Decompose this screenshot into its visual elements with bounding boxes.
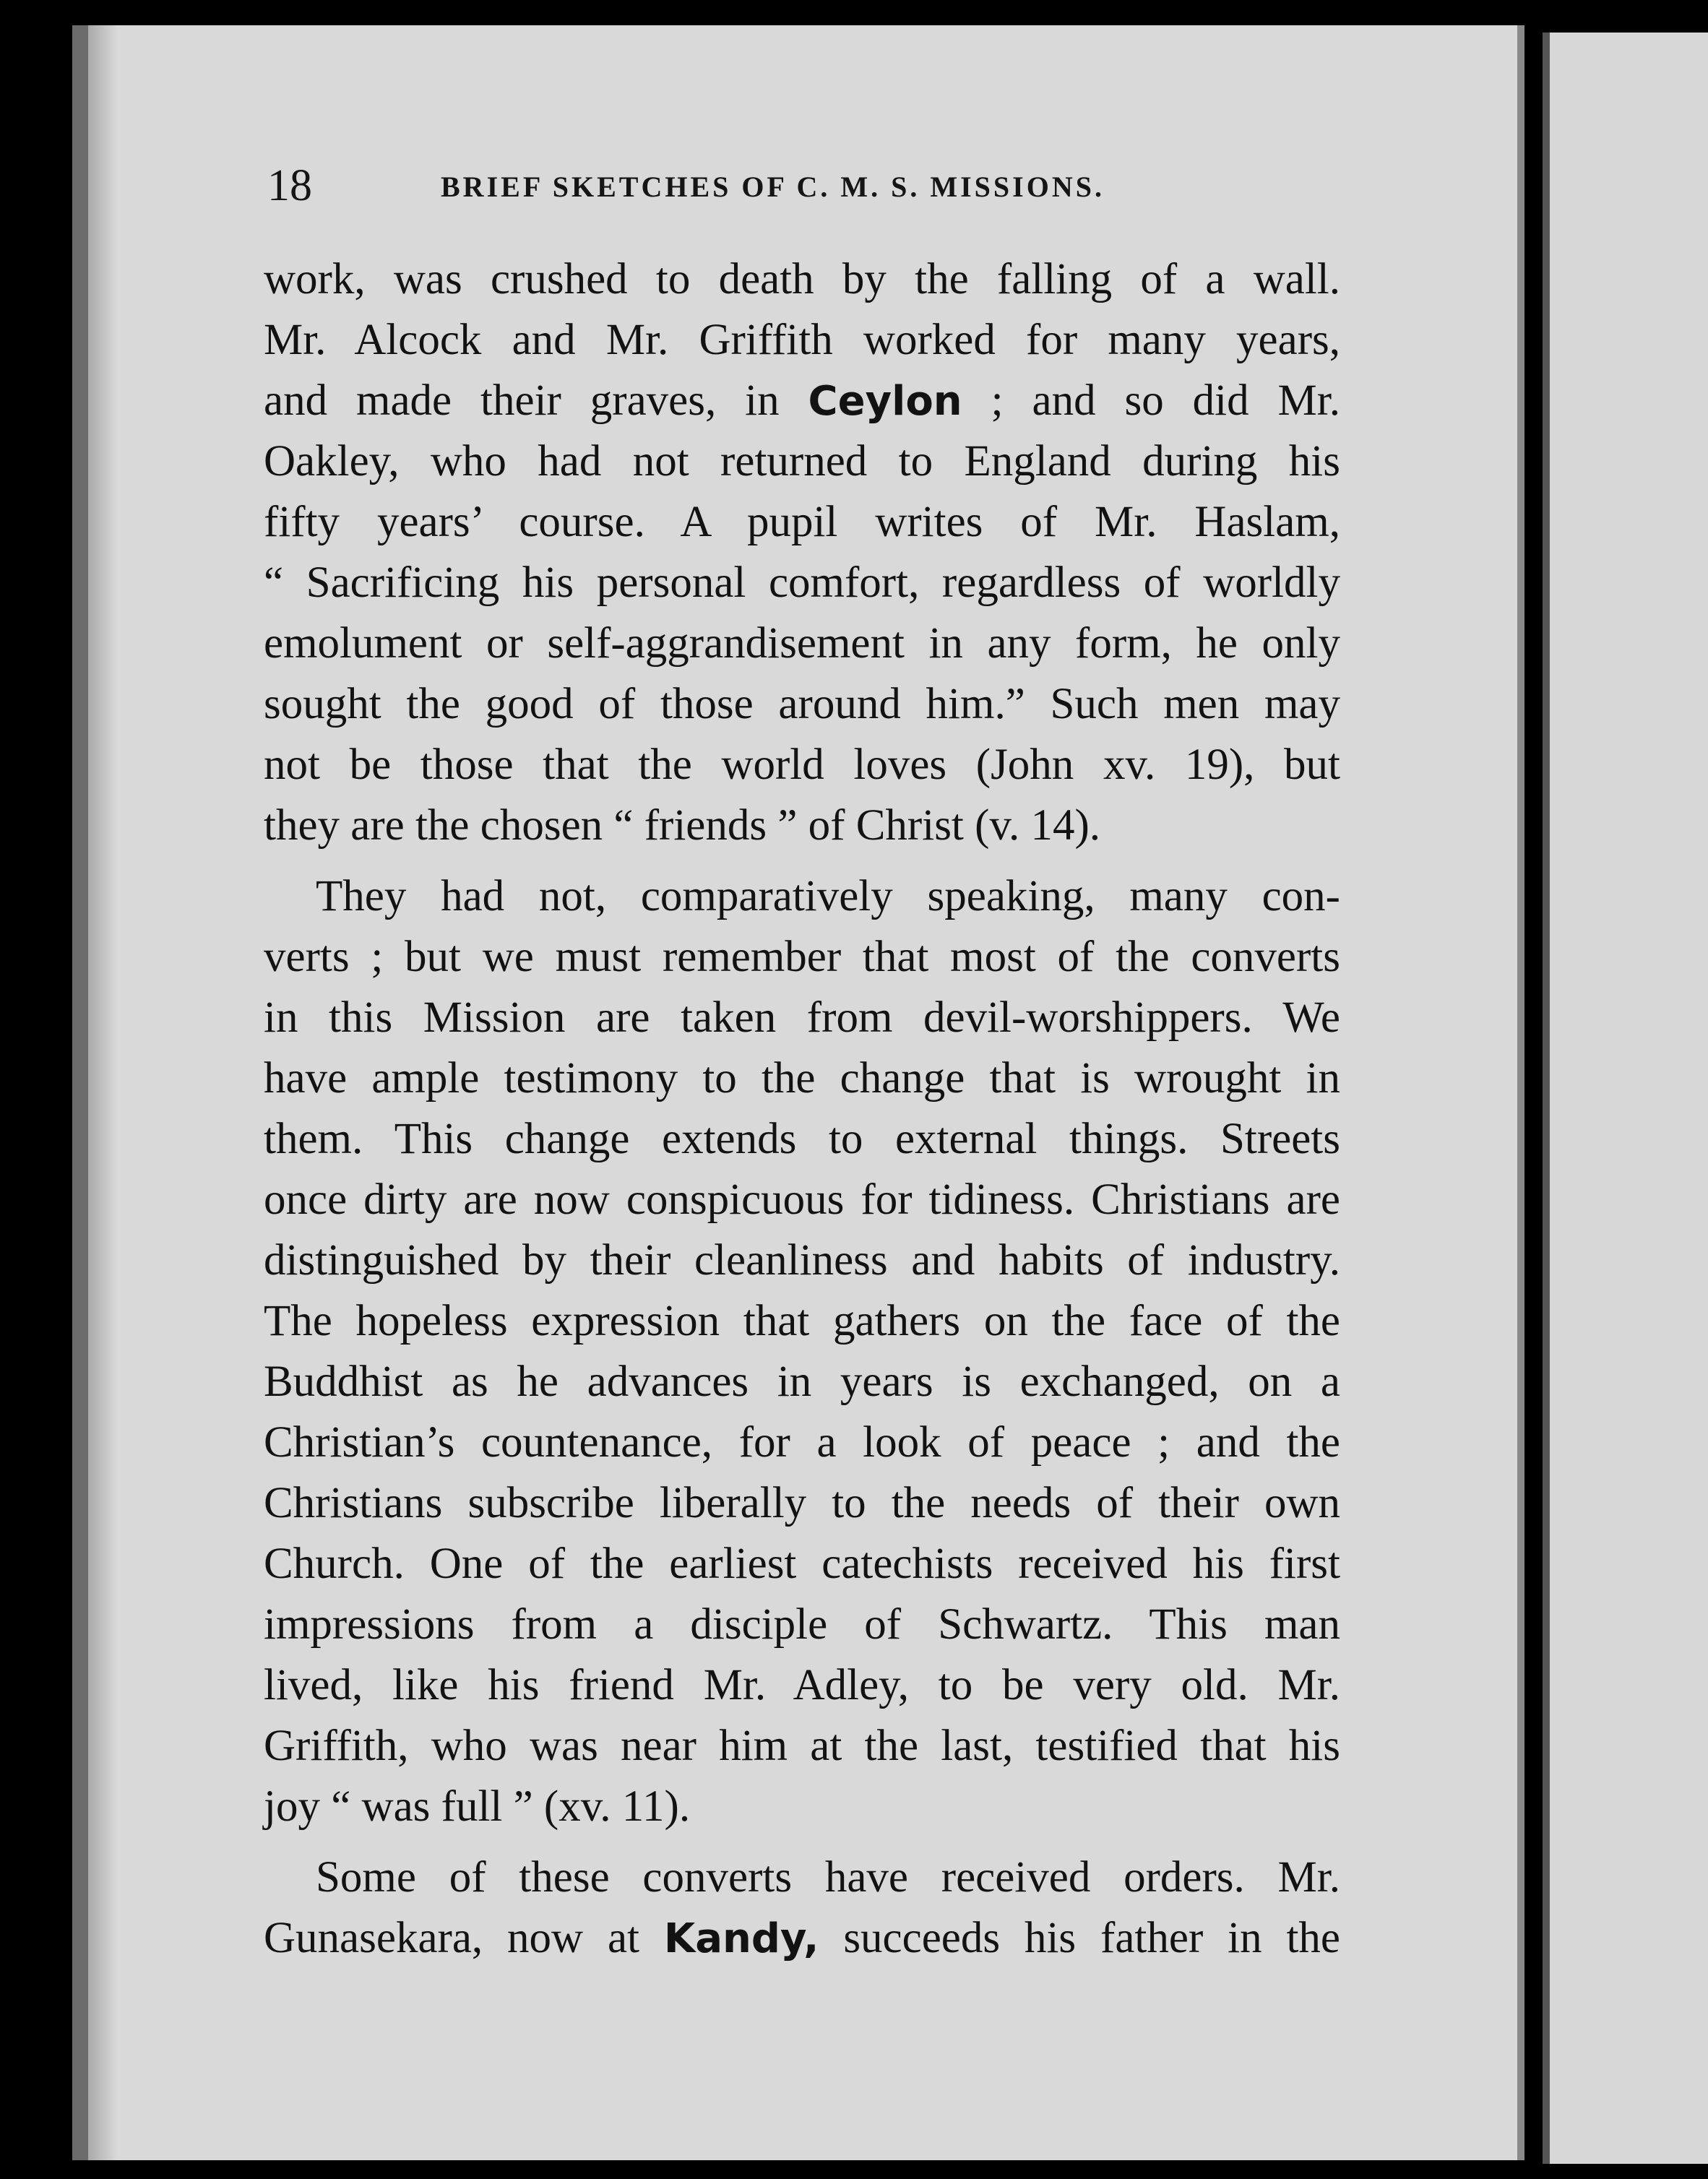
text-line: once dirty are now conspicuous for tidiness. Christians are <box>264 1175 1340 1224</box>
text-line: Mr. Alcock and Mr. Griffith worked for many years, <box>264 316 1340 364</box>
text-line: work, was crushed to death by the falling of a wall. <box>264 255 1340 303</box>
text-line: emolument or self-aggrandisement in any form, he only <box>264 619 1340 668</box>
text-span: succeeds his father in the <box>819 1914 1340 1962</box>
running-head <box>267 160 1337 211</box>
text-span: ; and so did Mr. <box>962 376 1340 425</box>
paragraph-1 <box>264 249 1340 856</box>
text-line: them. This change extends to external things. Streets <box>264 1115 1340 1163</box>
running-head-title: BRIEF SKETCHES OF C. M. S. MISSIONS. <box>441 171 1105 203</box>
text-line: They had not, comparatively speaking, many con- <box>316 872 1340 920</box>
body-text <box>264 249 1340 1979</box>
text-line: have ample testimony to the change that is wrought in <box>264 1054 1340 1103</box>
text-line: Oakley, who had not returned to England during his <box>264 437 1340 486</box>
text-line <box>264 1908 1340 1969</box>
text-line: they are the chosen “ friends ” of Christ (v. 14). <box>264 801 1101 850</box>
text-line: not be those that the world loves (John xv. 19), but <box>264 741 1340 789</box>
text-line: distinguished by their cleanliness and habits of industry. <box>264 1236 1340 1285</box>
text-span: and made their graves, in <box>264 376 808 425</box>
text-line: Christian’s countenance, for a look of peace ; and the <box>264 1418 1340 1467</box>
text-line: The hopeless expression that gathers on the face of the <box>264 1297 1340 1345</box>
text-line: impressions from a disciple of Schwartz. This man <box>264 1600 1340 1649</box>
text-line: lived, like his friend Mr. Adley, to be very old. Mr. <box>264 1661 1340 1709</box>
paragraph-3 <box>264 1847 1340 1969</box>
text-line: fifty years’ course. A pupil writes of Mr. Haslam, <box>264 498 1340 546</box>
text-line: Griffith, who was near him at the last, testified that his <box>264 1722 1340 1770</box>
text-line: Buddhist as he advances in years is exchanged, on a <box>264 1358 1340 1406</box>
text-span: Gunasekara, now at <box>264 1914 664 1962</box>
text-line: Church. One of the earliest catechists received his first <box>264 1540 1340 1588</box>
text-line: verts ; but we must remember that most of the converts <box>264 933 1340 981</box>
adjacent-page-edge <box>1543 33 1708 2164</box>
text-line: Some of these converts have received orders. Mr. <box>316 1853 1340 1902</box>
page-gutter-shadow <box>88 25 117 2160</box>
text-line: sought the good of those around him.” Such men may <box>264 680 1340 728</box>
paragraph-2 <box>264 866 1340 1837</box>
page-right-edge <box>1517 25 1524 2160</box>
text-line: joy “ was full ” (xv. 11). <box>264 1782 691 1831</box>
text-line: in this Mission are taken from devil-worshippers. We <box>264 993 1340 1042</box>
text-line: “ Sacrificing his personal comfort, regardless of worldly <box>264 558 1340 607</box>
place-name-kandy: Kandy, <box>663 1915 819 1962</box>
place-name-ceylon: Ceylon <box>808 378 962 425</box>
text-line <box>264 371 1340 431</box>
text-line: Christians subscribe liberally to the needs of their own <box>264 1479 1340 1527</box>
page-number: 18 <box>267 161 312 210</box>
